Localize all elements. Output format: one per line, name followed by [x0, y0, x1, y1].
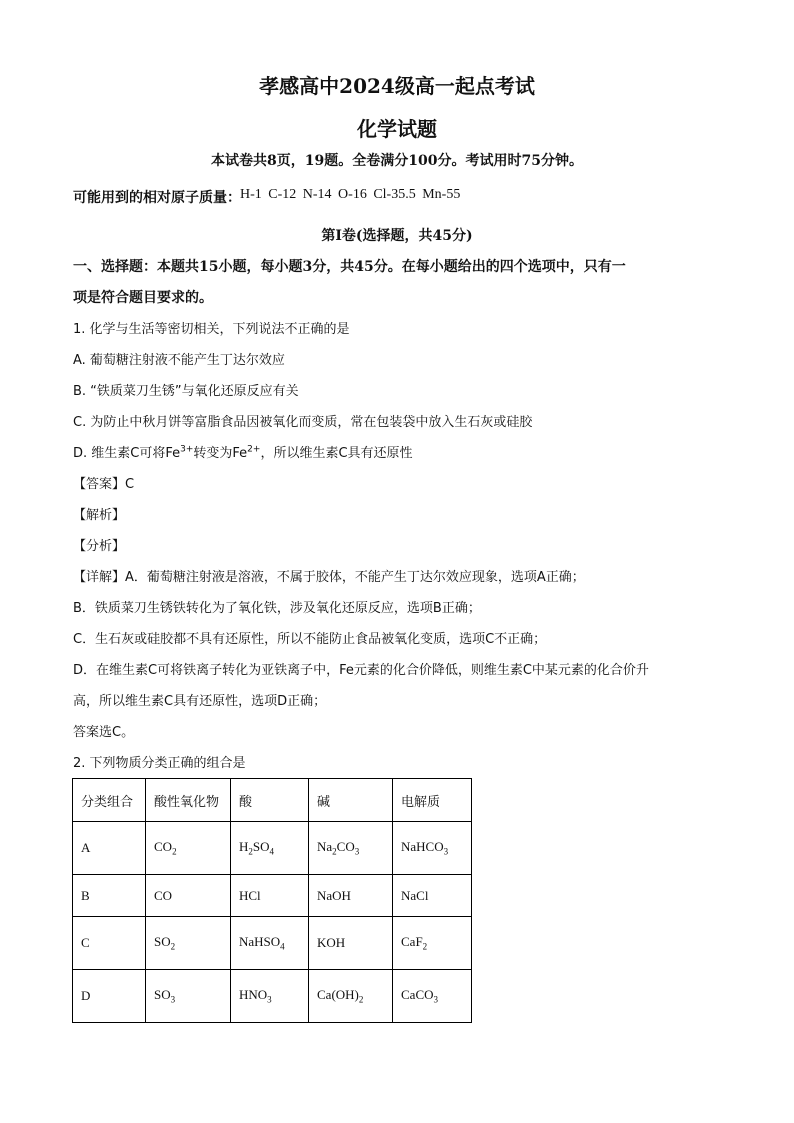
q1-stem: 1. 化学与生活等密切相关，下列说法不正确的是	[73, 322, 350, 337]
header-cell: 电解质	[393, 779, 472, 822]
table-row	[73, 822, 472, 875]
q1-conclusion: 答案选C。	[73, 725, 135, 740]
q1-answer	[73, 473, 134, 492]
cell-oxide: $SO_2$	[146, 917, 231, 970]
row-label: B	[73, 875, 146, 917]
row-label: A	[73, 822, 146, 875]
subject-title: 化学试题	[357, 117, 437, 141]
answer-tag: 【答案】	[73, 477, 126, 492]
atomic-mass-values: H-1 C-12 N-14 O-16 Cl-35.5 Mn-55	[240, 187, 461, 202]
q2-stem: 2. 下列物质分类正确的组合是	[73, 756, 246, 771]
header-cell: 酸	[231, 779, 309, 822]
row-label: D	[73, 970, 146, 1023]
detail-d-line1: D．在维生素C可将铁离子转化为亚铁离子中，Fe元素的化合价降低，则维生素C中某元素的化合价升	[73, 663, 649, 678]
cell-electrolyte: CaCO$_3$	[393, 970, 472, 1023]
detail-c: C．生石灰或硅胶都不具有还原性，所以不能防止食品被氧化变质，选项C不正确；	[73, 632, 547, 647]
header-cell: 分类组合	[73, 779, 146, 822]
section-instruction-line1: 一、选择题：本题共15小题，每小题3分，共45分。在每小题给出的四个选项中，只有一	[73, 259, 626, 275]
cell-oxide: $CO_2$	[146, 822, 231, 875]
cell-electrolyte: CaF$_2$	[393, 917, 472, 970]
q1-option-a: A. 葡萄糖注射液不能产生丁达尔效应	[73, 353, 285, 368]
atomic-mass-label: 可能用到的相对原子质量：	[73, 190, 241, 206]
q1-option-b: B. “铁质菜刀生锈”与氧化还原反应有关	[73, 384, 299, 399]
cell-oxide: CO	[146, 875, 231, 917]
cell-base: KOH	[309, 917, 393, 970]
exam-note: 本试卷共8页，19题。全卷满分100分。考试用时75分钟。	[211, 153, 583, 169]
header-cell: 酸性氧化物	[146, 779, 231, 822]
detail-b: B．铁质菜刀生锈铁转化为了氧化铁，涉及氧化还原反应，选项B正确；	[73, 601, 481, 616]
row-label: C	[73, 917, 146, 970]
cell-electrolyte: NaHCO$_3$	[393, 822, 472, 875]
detail-d-line2: 高，所以维生素C具有还原性，选项D正确；	[73, 694, 327, 709]
cell-base: $Na_2CO_3$	[309, 822, 393, 875]
section-instruction-line2: 项是符合题目要求的。	[73, 290, 213, 306]
cell-acid: NaHSO$_4$	[231, 917, 309, 970]
jiexi-tag: 【解析】	[73, 508, 126, 523]
part-title: 第I卷(选择题，共45分)	[321, 228, 473, 244]
table-row	[73, 970, 472, 1023]
table-row	[73, 875, 472, 917]
cell-electrolyte: NaCl	[393, 875, 472, 917]
cell-oxide: $SO_3$	[146, 970, 231, 1023]
q1-option-c: C. 为防止中秋月饼等富脂食品因被氧化而变质，常在包装袋中放入生石灰或硅胶	[73, 415, 533, 430]
header-cell: 碱	[309, 779, 393, 822]
cell-base: NaOH	[309, 875, 393, 917]
q1-option-d: D. 维生素C可将$Fe^{3+}$转变为$Fe^{2+}$，所以维生素C具有还原性	[73, 444, 413, 461]
cell-acid: $HNO_3$	[231, 970, 309, 1023]
classification-table	[72, 778, 472, 1023]
table-header-row	[73, 779, 472, 822]
answer-value: C	[125, 477, 135, 492]
exam-title: 孝感高中2024级高一起点考试	[259, 74, 535, 98]
cell-acid: $H_2SO_4$	[231, 822, 309, 875]
fenxi-tag: 【分析】	[73, 539, 126, 554]
cell-acid: HCl	[231, 875, 309, 917]
table-row	[73, 917, 472, 970]
detail-a: 【详解】A．葡萄糖注射液是溶液，不属于胶体，不能产生丁达尔效应现象，选项A正确；	[73, 570, 585, 585]
cell-base: $Ca(OH)_2$	[309, 970, 393, 1023]
